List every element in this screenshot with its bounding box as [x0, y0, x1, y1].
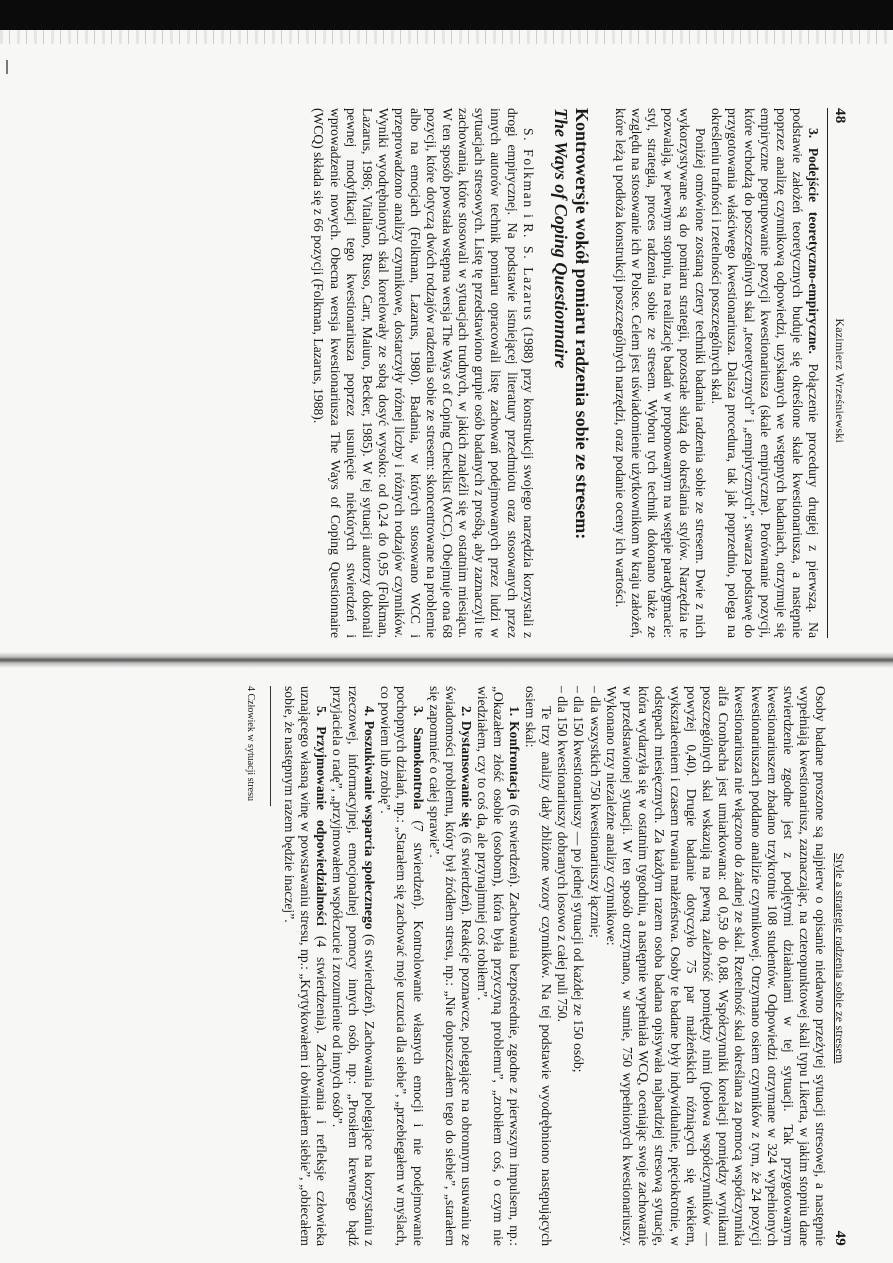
scale-item — [377, 686, 425, 1246]
page-48 — [311, 108, 848, 638]
approach-3-heading: 3. Podejście teoretyczno-empiryczne. — [805, 128, 821, 354]
paragraph-approach-3 — [708, 108, 821, 638]
scale-item — [426, 686, 474, 1246]
scale-name: 5. Przyjmowanie odpowiedzialności — [314, 706, 329, 926]
section-title — [550, 108, 592, 638]
paragraph-procedure: Osoby badane proszone są najpierw o opisanie niedawno przeżytej sytuacji stresowej, a następnie wypełniają kwestionariusz, zaznaczając, na czteropunktowej skali typu Likerta, w jakim stopniu dane stwierdzenie zgodne jest z podjętymi działaniami w tej sytuacji. Tak przygotowanym kwestionariuszem zbadano trzykrotnie 108 studentów. Odpowiedzi otrzymane w 324 wypełnionych kwestionariuszach poddano analizie czynnikowej. Otrzymano osiem czynników z tym, że 24 pozycji kwestionariusza nie włączono do żadnej ze skal. Rzetelność skal określana za pomocą współczynnika alfa Cronbacha jest umiarkowana: od 0,59 do 0,88. Współczynniki korelacji pomiędzy wynikami poszczególnych skal wskazują na pewną zależność pomiędzy nimi (połowa współczynników — powyżej 0,40). Drugie badanie dotyczyło 75 par małżeńskich różniących się wiekiem, wykształceniem i czasem trwania małżeństwa. Osoby te badane były indywidualnie, pięciokrotnie, w odstępach miesięcznych. Za każdym razem osoba badana opisywała najbardziej stresową sytuację, która wydarzyła się w ostatnim tygodniu, a następnie wypełniała WCQ, oceniając swoje zachowanie w przedstawionej sytuacji. W ten sposób otrzymano, w sumie, 750 wypełnionych kwestionariuszy. Wykonano trzy niezależne analizy czynnikowe: — [603, 686, 828, 1246]
scan-edge-top — [0, 0, 893, 30]
approach-3-text: Połączenie procedury drugiej z pierwszą. Na podstawie założeń teoretycznych buduje się określone skale kwestionariusza, a następnie poprzez analizę czynnikową odpowiedzi, uzyskanych we wstępnych badaniach, otrzymuje się empiryczne pogrupowanie pozycji kwestionariusza (skale empiryczne). Porównanie pozycji, które wchodzą do poszczególnych skal „teoretycznych” i „empirycznych”, stwarza podstawę do przygotowania właściwego kwestionariusza. Dalsza procedura, tak jak poprzednio, polega na określeniu trafności i rzetelności poszczególnych skal. — [709, 108, 821, 638]
header-rule-48 — [827, 108, 828, 638]
scale-description: (4 stwierdzenia). Zachowania i refleksje człowieka uznającego własną winę w powstawaniu stresu, np.: „Krytykowałem i obwiniałem siebie”, „obiecałem sobie, że następnym razem będzie inaczej”. — [281, 686, 329, 1246]
scale-name: 1. Konfrontacja — [507, 706, 523, 800]
page-number-49: 49 — [832, 1230, 848, 1246]
scale-description: (7 stwierdzeń). Kontrolowanie własnych emocji i nie podejmowanie pochopnych działań, np.: „Starałem się zachować moje uczucia dla siebie”, „przebiegałem w myślach, co powiem lub zrobię”. — [378, 686, 426, 1246]
section-title-line2: The Ways of Coping Questionnaire — [550, 108, 571, 369]
scale-description: (6 stwierdzeń). Zachowania polegające na korzystaniu z rzeczowej, informacyjnej, emocjonalnej pomocy innych osób, np.: „Prosiłem krewnego bądź przyjaciela o radę”, „przyjmowałem współczucie i zrozumienie od innych osób”. — [330, 686, 378, 1246]
list-item: – dla 150 kwestionariuszy — po jednej sytuacji od każdej ze 150 osób; — [570, 686, 586, 1246]
wcq-text: (1988) przy konstrukcji swojego narzędzia korzystali z drogi empirycznej. Na podstawie istniejącej literatury przedmiotu oraz stosowanych przez innych autorów technik pomiaru opracowali listę zachowań podejmowanych przez ludzi w sytuacjach stresowych. Listę tę przedstawiono grupie osób badanych z prośbą, aby zaznaczyli te zachowania, które stosowali w sytuacjach trudnych, w jakich znaleźli się w ostatnim miesiącu. W ten sposób powstała wstępna wersja The Ways of Coping Checklist (WCC). Obejmuje ona 68 pozycji, które dotyczą dwóch rodzajów radzenia sobie ze stresem: skoncentrowane na problemie albo na emocjach (Folkman, Lazarus, 1980). Badania, w których stosowano WCC i przeprowadzono analizy czynnikowe, dostarczyły różnej liczby i różnych rodzajów czynników. Wyniki wyodrębnionych skal korelowały ze sobą dosyć wysoko: od 0,24 do 0,95 (Folkman, Lazarus, 1986; Vitaliano, Russo, Carr, Maiuro, Becker, 1985). W tej sytuacji autorzy dokonali pewnej modyfikacji tego kwestionariusza poprzez usunięcie niektórych stwierdzeń i wprowadzenie nowych. Obecna wersja kwestionariusza The Ways of Coping Questionnaire (WCQ) składa się z 66 pozycji (Folkman, Lazarus, 1988). — [311, 108, 536, 638]
page-49 — [244, 686, 848, 1247]
scale-item — [281, 686, 329, 1246]
analysis-list — [554, 686, 602, 1246]
scale-name: 4. Poszukiwanie wsparcia społecznego — [362, 706, 378, 930]
scale-description: (6 stwierdzeń). Zachowania bezpośrednie, zgodne z pierwszym impulsem, np.: „Okazałem złość osobie (osobom), która była przyczyną problemu”, „zrobiłem coś, o czym nie wiedziałem, czy to coś da, ale przynajmniej coś robiłem”. — [474, 686, 523, 1246]
running-head-author: Kazimierz Wrześniewski — [833, 318, 847, 444]
scale-name: 3. Samokontrola — [410, 706, 426, 810]
author-folkman: S. Folkman — [520, 128, 536, 209]
author-lazarus: R. S. Lazarus — [520, 223, 536, 322]
scale-description: (6 stwierdzeń). Reakcje poznawcze, polegające na obronnym usuwaniu ze świadomości problemu, który był źródłem stresu, np.: „Nie dopuszczałem tego do siebie”, „starałem się zapomnieć o całej sprawie”. — [426, 686, 474, 1247]
running-head-48 — [832, 108, 848, 638]
paragraph-scales-intro: Te trzy analizy dały zbliżone wzory czynników. Na tej podstawie wyodrębniono następujących osiem skal: — [523, 686, 555, 1246]
running-head-49 — [832, 686, 848, 1246]
book-gutter — [0, 652, 893, 668]
running-head-title: Style a strategie radzenia sobie ze stresem — [833, 853, 847, 1064]
scale-item — [474, 686, 522, 1246]
paragraph-wcq — [310, 108, 535, 638]
scale-item — [329, 686, 377, 1246]
scale-name: 2. Dystansowanie się — [458, 706, 474, 828]
scan-noise-top — [0, 30, 893, 44]
section-title-line1: Kontrowersje wokół pomiaru radzenia sobie ze stresem: — [571, 108, 592, 540]
author-conjunction: i — [520, 208, 536, 224]
list-item: – dla 150 kwestionariuszy dobranych losowo z całej puli 750. — [554, 686, 570, 1246]
page-number-48: 48 — [832, 108, 848, 124]
list-item: – dla wszystkich 750 kwestionariuszy łącznie; — [587, 686, 603, 1246]
footnote: 4 Człowiek w sytuacji stresu — [244, 686, 256, 801]
footnote-rule — [270, 686, 271, 806]
scan-mark — [6, 60, 8, 74]
paragraph-techniques: Poniżej omówione zostaną cztery techniki badania radzenia sobie ze stresem. Dwie z nich wykorzystywane są do pomiaru strategii, pozostałe służą do określania stylów. Narzędzia te pozwalają, w pewnym stopniu, na realizację badań w proponowanym na wstępie paradygmacie: styl, strategia, proces radzenia sobie ze stresem. Wyboru tych technik dokonano także ze względu na stosowanie ich w Polsce. Celem jest uświadomienie użytkownikom w kraju założeń, które leżą u podłoża konstrukcji poszczególnych narzędzi, oraz podanie oceny ich wartości. — [612, 108, 709, 638]
